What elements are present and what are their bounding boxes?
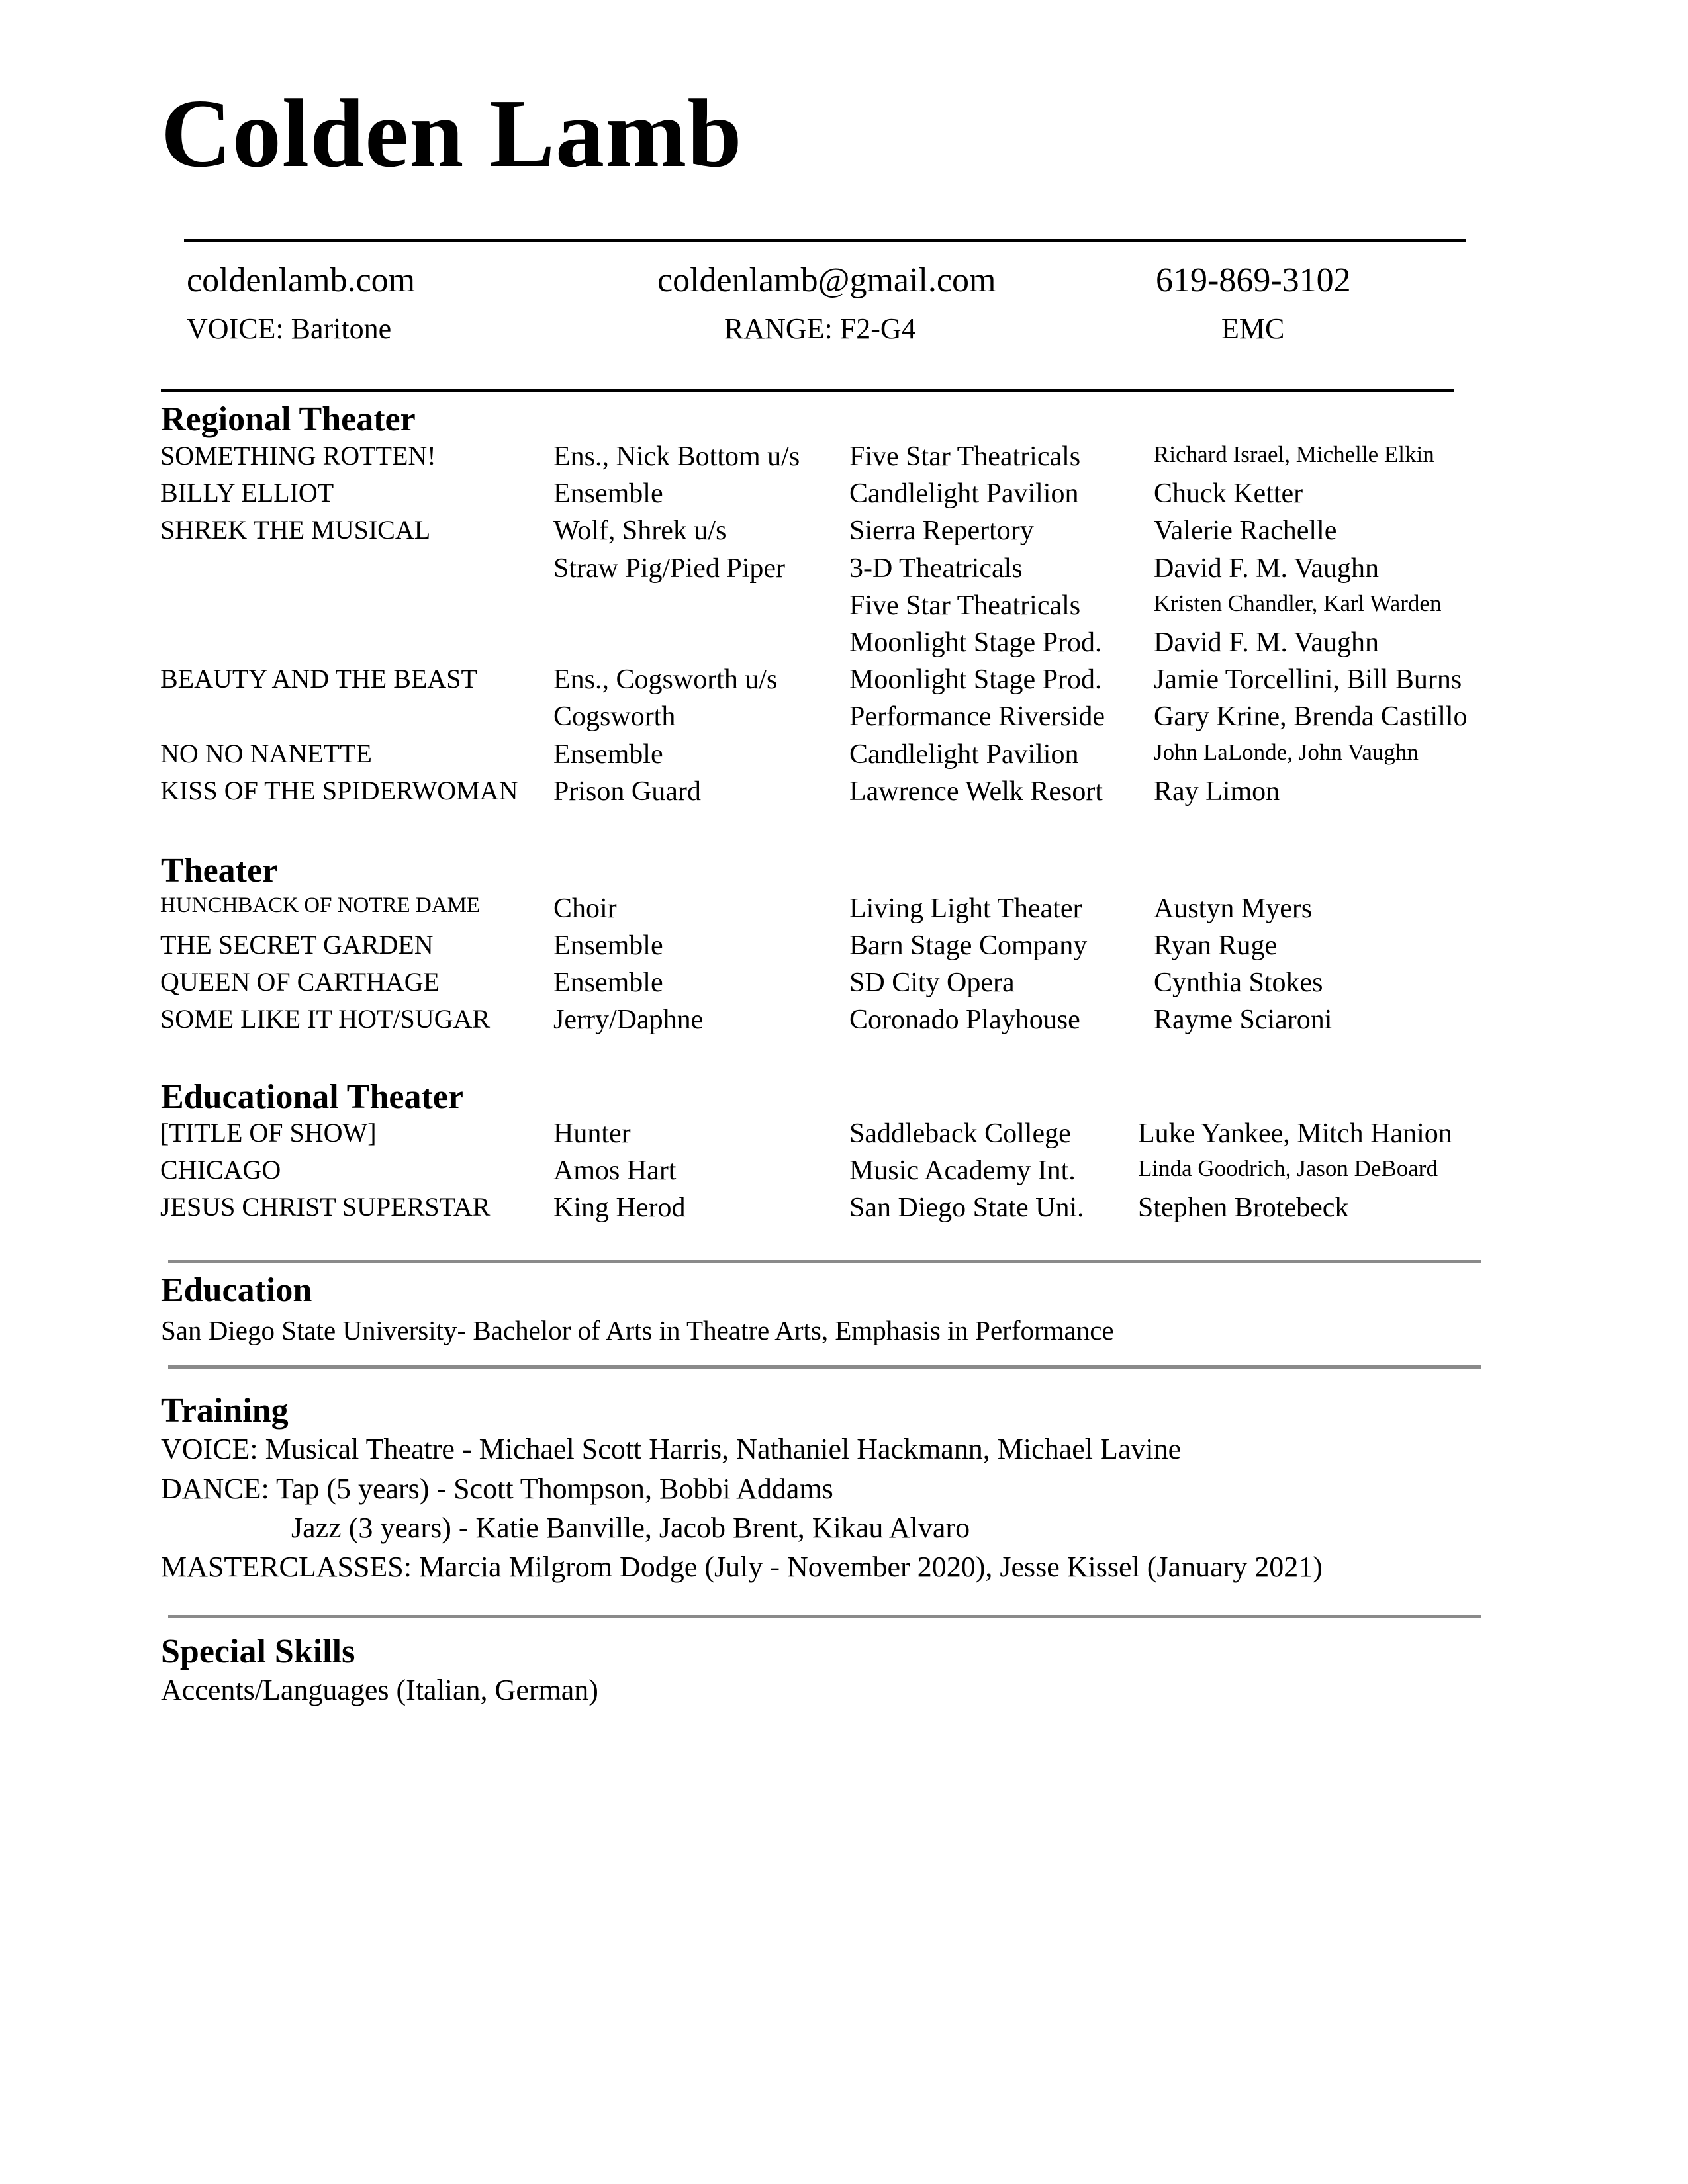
credit-venue: SD City Opera (849, 968, 1015, 998)
section-heading-educational-theater: Educational Theater (161, 1078, 463, 1116)
section-heading-education: Education (161, 1271, 312, 1309)
credit-role: Choir (553, 893, 617, 924)
section-divider-2 (168, 1365, 1481, 1369)
credit-director: Ray Limon (1154, 776, 1280, 807)
credit-director: David F. M. Vaughn (1154, 553, 1380, 584)
education-degree: San Diego State University- Bachelor of Arts in Theatre Arts, Emphasis in Performance (161, 1315, 1114, 1345)
credit-venue: Performance Riverside (849, 702, 1105, 733)
email-link[interactable]: coldenlamb@gmail.com (657, 261, 996, 299)
credit-show-title: KISS OF THE SPIDERWOMAN (160, 775, 518, 805)
section-divider-3 (168, 1615, 1481, 1618)
credit-director: Linda Goodrich, Jason DeBoard (1138, 1156, 1438, 1181)
voice-type: VOICE: Baritone (187, 312, 392, 345)
credit-director: Jamie Torcellini, Bill Burns (1154, 664, 1462, 696)
website-link[interactable]: coldenlamb.com (187, 261, 416, 299)
training-voice: VOICE: Musical Theatre - Michael Scott Harris, Nathaniel Hackmann, Michael Lavine (161, 1433, 1182, 1465)
header-rule-bottom (161, 389, 1454, 392)
credit-director: John LaLonde, John Vaughn (1154, 739, 1419, 765)
union-status: EMC (1221, 312, 1285, 345)
credit-venue: Five Star Theatricals (849, 441, 1081, 472)
phone-number: 619-869-3102 (1156, 261, 1351, 299)
section-divider-1 (168, 1260, 1481, 1263)
credit-venue: Candlelight Pavilion (849, 739, 1079, 770)
credit-show-title: BEAUTY AND THE BEAST (160, 664, 477, 694)
credit-venue: Candlelight Pavilion (849, 478, 1079, 510)
credit-venue: Lawrence Welk Resort (849, 776, 1103, 807)
credit-director: David F. M. Vaughn (1154, 627, 1380, 658)
credit-role: Jerry/Daphne (553, 1005, 704, 1035)
credit-director: Rayme Sciaroni (1154, 1005, 1333, 1035)
credit-role: Straw Pig/Pied Piper (553, 553, 786, 584)
credit-role: Amos Hart (553, 1156, 677, 1186)
credit-role: Ensemble (553, 931, 663, 961)
resume-name: Colden Lamb (161, 79, 743, 188)
section-heading-theater: Theater (161, 852, 278, 889)
credit-director: Luke Yankee, Mitch Hanion (1138, 1118, 1452, 1149)
credit-director: Kristen Chandler, Karl Warden (1154, 590, 1442, 616)
credit-show-title: SHREK THE MUSICAL (160, 515, 431, 545)
credit-director: Valerie Rachelle (1154, 516, 1337, 547)
credit-venue: Moonlight Stage Prod. (849, 664, 1102, 696)
training-dance-tap: DANCE: Tap (5 years) - Scott Thompson, Bobbi Addams (161, 1473, 833, 1505)
credit-director: Austyn Myers (1154, 893, 1313, 924)
credit-role: Ens., Nick Bottom u/s (553, 441, 800, 472)
credit-venue: Barn Stage Company (849, 931, 1088, 961)
credit-role: Cogsworth (553, 702, 676, 733)
vocal-range: RANGE: F2-G4 (724, 312, 916, 345)
training-dance-jazz: Jazz (3 years) - Katie Banville, Jacob Brent, Kikau Alvaro (291, 1512, 970, 1544)
credit-show-title: HUNCHBACK OF NOTRE DAME (160, 893, 481, 917)
credit-show-title: NO NO NANETTE (160, 738, 372, 768)
header-rule-top (184, 239, 1466, 242)
credit-show-title: [TITLE OF SHOW] (160, 1118, 377, 1148)
credit-show-title: THE SECRET GARDEN (160, 930, 434, 960)
credit-role: Ens., Cogsworth u/s (553, 664, 778, 696)
special-skills-text: Accents/Languages (Italian, German) (161, 1674, 598, 1706)
credit-venue: San Diego State Uni. (849, 1193, 1084, 1223)
credit-venue: Music Academy Int. (849, 1156, 1076, 1186)
credit-director: Stephen Brotebeck (1138, 1193, 1349, 1223)
credit-role: Ensemble (553, 968, 663, 998)
credit-show-title: JESUS CHRIST SUPERSTAR (160, 1192, 491, 1222)
section-heading-regional-theater: Regional Theater (161, 400, 416, 438)
training-masterclasses: MASTERCLASSES: Marcia Milgrom Dodge (July - November 2020), Jesse Kissel (January 2021) (161, 1551, 1323, 1583)
credit-venue: Five Star Theatricals (849, 590, 1081, 621)
credit-director: Richard Israel, Michelle Elkin (1154, 441, 1434, 467)
credit-show-title: CHICAGO (160, 1155, 281, 1185)
credit-director: Cynthia Stokes (1154, 968, 1323, 998)
credit-show-title: SOME LIKE IT HOT/SUGAR (160, 1004, 491, 1034)
credit-venue: Saddleback College (849, 1118, 1071, 1149)
credit-role: King Herod (553, 1193, 686, 1223)
credit-venue: Moonlight Stage Prod. (849, 627, 1102, 658)
credit-show-title: QUEEN OF CARTHAGE (160, 967, 440, 997)
credit-role: Prison Guard (553, 776, 701, 807)
credit-show-title: SOMETHING ROTTEN! (160, 441, 436, 471)
credit-director: Chuck Ketter (1154, 478, 1303, 510)
credit-role: Wolf, Shrek u/s (553, 516, 727, 547)
credit-role: Hunter (553, 1118, 631, 1149)
credit-venue: Living Light Theater (849, 893, 1082, 924)
credit-role: Ensemble (553, 478, 663, 510)
section-heading-training: Training (161, 1392, 289, 1430)
credit-role: Ensemble (553, 739, 663, 770)
section-heading-special-skills: Special Skills (161, 1633, 355, 1670)
credit-venue: Coronado Playhouse (849, 1005, 1080, 1035)
credit-venue: Sierra Repertory (849, 516, 1034, 547)
credit-show-title: BILLY ELLIOT (160, 478, 334, 508)
credit-director: Ryan Ruge (1154, 931, 1278, 961)
credit-venue: 3-D Theatricals (849, 553, 1023, 584)
credit-director: Gary Krine, Brenda Castillo (1154, 702, 1468, 733)
